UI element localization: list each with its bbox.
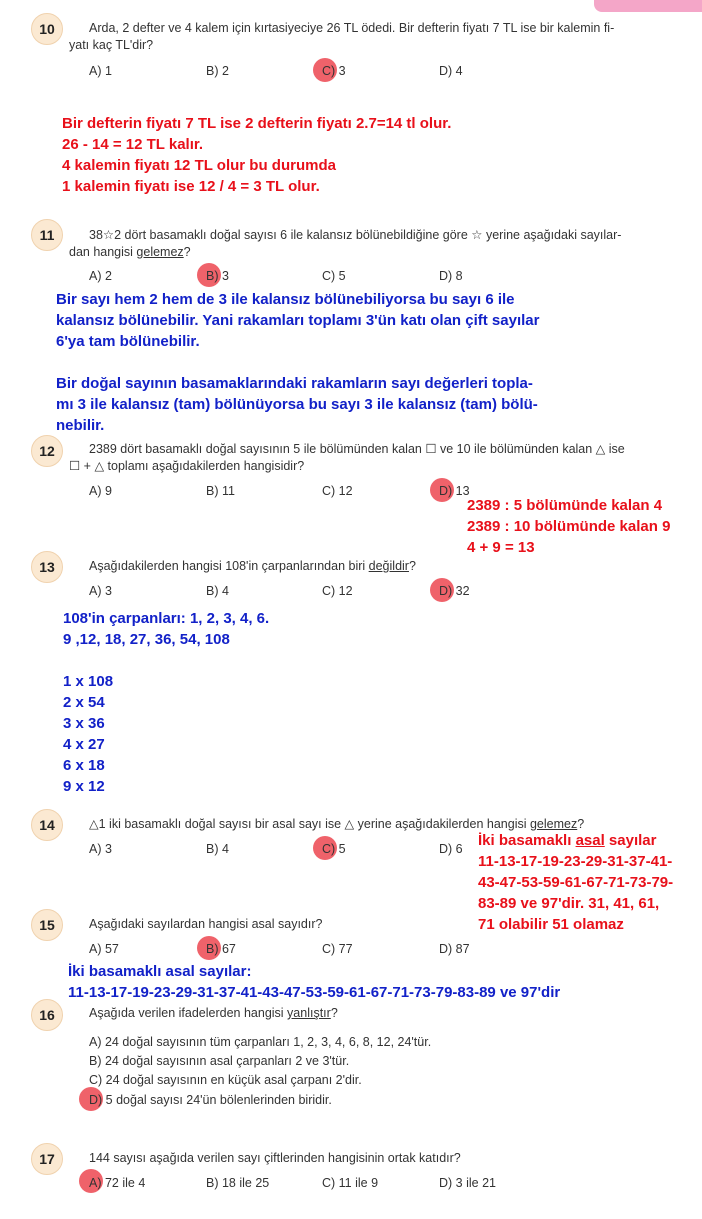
- underlined-word: gelemez: [529, 817, 578, 831]
- solution-line: Bir sayı hem 2 hem de 3 ile kalansız bölünebiliyorsa bu sayı 6 ile: [56, 291, 515, 308]
- option-a[interactable]: A) 9: [89, 484, 112, 498]
- option-d[interactable]: D) 5 doğal sayısı 24'ün bölenlerinden biridir.: [89, 1093, 332, 1107]
- question-number-14: 14: [31, 809, 63, 841]
- question-12-line2: ☐ + △ toplamı aşağıdakilerden hangisidir?: [69, 459, 305, 473]
- option-c[interactable]: C) 5: [322, 842, 346, 856]
- solution-line: 4 + 9 = 13: [467, 539, 535, 556]
- option-c[interactable]: C) 3: [322, 64, 346, 78]
- question-15-text: Aşağıdaki sayılardan hangisi asal sayıdır?: [89, 917, 323, 931]
- question-13-text: [89, 558, 689, 575]
- solution-line: 4 kalemin fiyatı 12 TL olur bu durumda: [62, 157, 336, 174]
- corner-tab: [594, 0, 702, 12]
- option-d[interactable]: D) 8: [439, 269, 463, 283]
- solution-line: İki basamaklı asal sayılar:: [68, 963, 252, 980]
- option-c[interactable]: C) 12: [322, 584, 353, 598]
- solution-11: [56, 289, 539, 436]
- solution-title: [478, 830, 673, 851]
- option-a[interactable]: A) 3: [89, 584, 112, 598]
- solution-12: [467, 495, 670, 558]
- solution-line: 1 kalemin fiyatı ise 12 / 4 = 3 TL olur.: [62, 178, 320, 195]
- option-c[interactable]: C) 12: [322, 484, 353, 498]
- option-a[interactable]: A) 24 doğal sayısının tüm çarpanları 1, 2, 3, 4, 6, 8, 12, 24'tür.: [89, 1035, 432, 1049]
- solution-line: 108'in çarpanları: 1, 2, 3, 4, 6.: [63, 610, 270, 627]
- solution-line: 2389 : 10 bölümünde kalan 9: [467, 518, 671, 535]
- option-b[interactable]: B) 24 doğal sayısının asal çarpanları 2 ve 3'tür.: [89, 1054, 350, 1068]
- question-12-text: [69, 441, 689, 475]
- option-b[interactable]: B) 4: [206, 584, 229, 598]
- option-d[interactable]: D) 32: [439, 584, 470, 598]
- question-17-text: 144 sayısı aşağıda verilen sayı çiftlerinden hangisinin ortak katıdır?: [89, 1151, 461, 1165]
- solution-line: 3 x 36: [63, 715, 105, 732]
- option-c[interactable]: C) 5: [322, 269, 346, 283]
- option-a[interactable]: A) 72 ile 4: [89, 1176, 146, 1190]
- question-10-line1: Arda, 2 defter ve 4 kalem için kırtasiyeciye 26 TL ödedi. Bir defterin fiyatı 7 TL ise bir kalemin fi-: [89, 21, 615, 35]
- question-mark: ?: [577, 817, 585, 831]
- underlined-word: asal: [575, 832, 605, 849]
- option-b[interactable]: B) 3: [206, 269, 229, 283]
- solution-line: kalansız bölünebilir. Yani rakamları toplamı 3'ün katı olan çift sayılar: [56, 312, 540, 329]
- question-16-text: [89, 1005, 689, 1022]
- option-c[interactable]: C) 77: [322, 942, 353, 956]
- solution-line: Bir doğal sayının basamaklarındaki rakamların sayı değerleri topla-: [56, 375, 533, 392]
- option-b[interactable]: B) 11: [206, 484, 235, 498]
- solution-line: 4 x 27: [63, 736, 105, 753]
- option-d[interactable]: D) 4: [439, 64, 463, 78]
- solution-line: mı 3 ile kalansız (tam) bölünüyorsa bu sayı 3 ile kalansız (tam) bölü-: [56, 396, 538, 413]
- question-14-line1: △1 iki basamaklı doğal sayısı bir asal sayı ise △ yerine aşağıdakilerden hangisi: [89, 817, 530, 831]
- underlined-word: değildir: [368, 559, 409, 573]
- solution-line: 2389 : 5 bölümünde kalan 4: [467, 497, 663, 514]
- question-number-12: 12: [31, 435, 63, 467]
- solution-title-part: İki basamaklı: [478, 832, 576, 849]
- solution-10: [62, 113, 451, 197]
- question-11-line1: 38☆2 dört basamaklı doğal sayısı 6 ile kalansız bölünebildiğine göre ☆ yerine aşağıdaki sayılar-: [89, 228, 622, 242]
- option-d[interactable]: D) 87: [439, 942, 470, 956]
- solution-line: 71 olabilir 51 olamaz: [478, 916, 624, 933]
- solution-line: Bir defterin fiyatı 7 TL ise 2 defterin fiyatı 2.7=14 tl olur.: [62, 115, 452, 132]
- option-c[interactable]: C) 11 ile 9: [322, 1176, 379, 1190]
- question-mark: ?: [330, 1006, 338, 1020]
- question-number-15: 15: [31, 909, 63, 941]
- question-number-17: 17: [31, 1143, 63, 1175]
- question-number-10: 10: [31, 13, 63, 45]
- solution-14: [478, 830, 673, 935]
- solution-line: [63, 650, 269, 671]
- question-11-text: [69, 227, 689, 261]
- question-10-line2: yatı kaç TL'dir?: [69, 38, 154, 52]
- solution-line: [56, 352, 539, 373]
- solution-title-part: sayılar: [604, 832, 657, 849]
- solution-line: 11-13-17-19-23-29-31-37-41-: [478, 853, 673, 870]
- solution-13: [63, 608, 269, 797]
- underlined-word: yanlıştır: [287, 1006, 331, 1020]
- option-b[interactable]: B) 4: [206, 842, 229, 856]
- option-a[interactable]: A) 1: [89, 64, 112, 78]
- option-b[interactable]: B) 18 ile 25: [206, 1176, 270, 1190]
- question-number-13: 13: [31, 551, 63, 583]
- question-number-16: 16: [31, 999, 63, 1031]
- solution-15: [68, 961, 560, 1003]
- solution-line: 26 - 14 = 12 TL kalır.: [62, 136, 204, 153]
- question-10-text: [69, 20, 689, 54]
- underlined-word: gelemez: [136, 245, 184, 259]
- option-d[interactable]: D) 3 ile 21: [439, 1176, 496, 1190]
- option-b[interactable]: B) 2: [206, 64, 229, 78]
- solution-line: 6'ya tam bölünebilir.: [56, 333, 200, 350]
- solution-line: 9 x 12: [63, 778, 105, 795]
- option-c[interactable]: C) 24 doğal sayısının en küçük asal çarpanı 2'dir.: [89, 1073, 362, 1087]
- question-12-line1: 2389 dört basamaklı doğal sayısının 5 ile bölümünden kalan ☐ ve 10 ile bölümünden kalan △ ise: [89, 442, 625, 456]
- option-b[interactable]: B) 67: [206, 942, 236, 956]
- option-a[interactable]: A) 2: [89, 269, 112, 283]
- question-number-11: 11: [31, 219, 63, 251]
- solution-line: 83-89 ve 97'dir. 31, 41, 61,: [478, 895, 660, 912]
- solution-line: 11-13-17-19-23-29-31-37-41-43-47-53-59-61-67-71-73-79-83-89 ve 97'dir: [68, 984, 561, 1001]
- question-mark: ?: [183, 245, 191, 259]
- solution-line: 6 x 18: [63, 757, 105, 774]
- solution-line: 1 x 108: [63, 673, 114, 690]
- solution-line: nebilir.: [56, 417, 105, 434]
- question-16-line1: Aşağıda verilen ifadelerden hangisi: [89, 1006, 288, 1020]
- option-a[interactable]: A) 57: [89, 942, 119, 956]
- solution-line: 2 x 54: [63, 694, 105, 711]
- option-a[interactable]: A) 3: [89, 842, 112, 856]
- option-d[interactable]: D) 13: [439, 484, 470, 498]
- solution-line: 9 ,12, 18, 27, 36, 54, 108: [63, 631, 230, 648]
- question-13-line1: Aşağıdakilerden hangisi 108'in çarpanlarından biri: [89, 559, 369, 573]
- solution-line: 43-47-53-59-61-67-71-73-79-: [478, 874, 674, 891]
- question-mark: ?: [408, 559, 416, 573]
- question-11-line2: dan hangisi: [69, 245, 137, 259]
- option-d[interactable]: D) 6: [439, 842, 463, 856]
